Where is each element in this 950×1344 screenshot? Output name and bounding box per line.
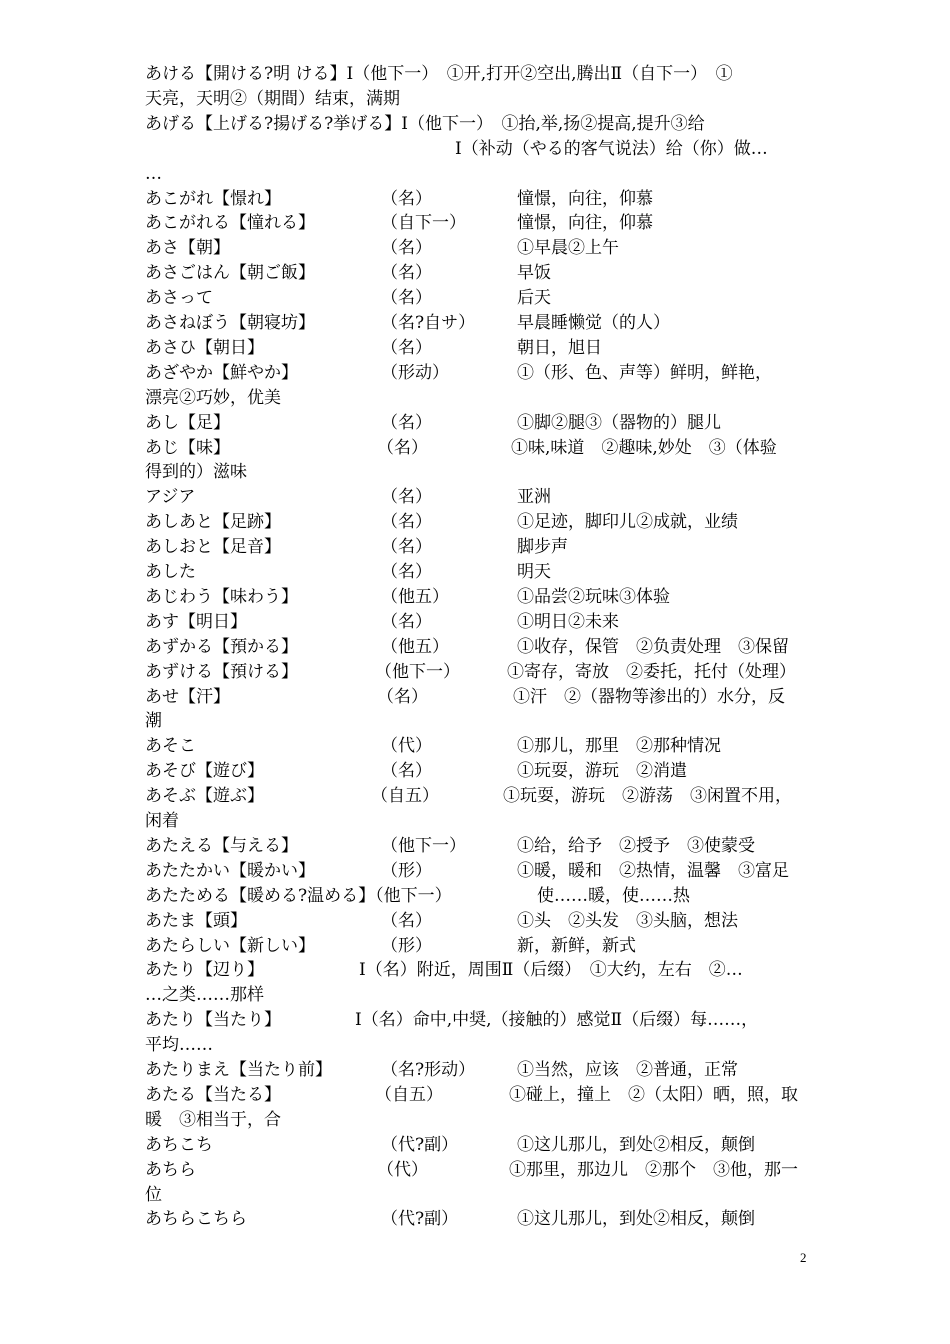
entry-text: あたりまえ【当たり前】 bbox=[145, 1060, 332, 1080]
entry-text: あざやか【鮮やか】 bbox=[145, 362, 298, 383]
entry-column-text: （他五） bbox=[381, 586, 449, 607]
entry-column-text: 早晨睡懒觉（的人） bbox=[517, 313, 670, 333]
entry-column-text: 朝日，旭日 bbox=[517, 337, 602, 358]
entry-column-text: ①足迹，脚印儿②成就，业绩 bbox=[517, 512, 738, 533]
entry-text: あじ【味】 bbox=[145, 437, 230, 458]
entry-text: 天亮，天明②（期間）结束，满期 bbox=[145, 88, 400, 109]
entry-column-text: （形） bbox=[381, 860, 432, 881]
entry-column-text: （形） bbox=[381, 935, 432, 956]
entry-column-text: （名?自サ） bbox=[381, 313, 476, 333]
entry-text: あたためる【暖める?温める】（他下一） bbox=[145, 885, 452, 906]
entry-text: あし【足】 bbox=[145, 412, 230, 433]
entry-column-text: （他下一） bbox=[375, 661, 460, 682]
entry-text: あそぶ【遊ぶ】 bbox=[145, 786, 264, 807]
entry-text: あしあと【足跡】 bbox=[145, 512, 281, 533]
entry-text: あせ【汗】 bbox=[145, 686, 230, 707]
entry-column-text: 亚洲 bbox=[517, 487, 551, 508]
entry-column-text: ①汗 ②（器物等渗出的）水分，反 bbox=[513, 686, 785, 707]
entry-text: 平均…… bbox=[145, 1035, 213, 1056]
entry-column-text: （自下一） bbox=[381, 213, 466, 234]
entry-column-text: ①当然，应该 ②普通，正常 bbox=[517, 1060, 738, 1080]
entry-text: … bbox=[145, 163, 162, 184]
entry-text: あたたかい【暖かい】 bbox=[145, 860, 315, 881]
entry-column-text: （代） bbox=[381, 736, 432, 757]
entry-column-text: ①暖，暖和 ②热情，温馨 ③富足 bbox=[517, 860, 789, 881]
entry-column-text: ①玩耍，游玩 ②游荡 ③闲置不用， bbox=[503, 786, 792, 807]
entry-column-text: （名） bbox=[381, 512, 432, 533]
entry-column-text: （名） bbox=[381, 238, 432, 259]
entry-column-text: （代?副） bbox=[381, 1209, 459, 1230]
entry-column-text: ①这儿那儿，到处②相反，颠倒 bbox=[517, 1134, 755, 1155]
entry-text: あずかる【預かる】 bbox=[145, 636, 298, 657]
entry-column-text: （名） bbox=[381, 288, 432, 309]
entry-column-text: （他下一） bbox=[381, 835, 466, 856]
entry-text: あずける【預ける】 bbox=[145, 661, 298, 682]
entry-column-text: ①寄存，寄放 ②委托，托付（处理） bbox=[507, 661, 796, 682]
entry-column-text: ①这儿那儿，到处②相反，颠倒 bbox=[517, 1209, 755, 1230]
entry-text: あさって bbox=[145, 288, 213, 309]
entry-column-text: 新，新鲜，新式 bbox=[517, 935, 636, 956]
entry-column-text: ①味,味道 ②趣味,妙处 ③（体验 bbox=[511, 437, 777, 458]
entry-column-text: 憧憬，向往，仰慕 bbox=[517, 213, 653, 234]
entry-text: あそこ bbox=[145, 736, 196, 757]
entry-column-text: ①明日②未来 bbox=[517, 611, 619, 632]
entry-column-text: （名?形动） bbox=[381, 1060, 476, 1080]
entry-text: Ⅰ（补动（やる的客气说法）给（你）做… bbox=[455, 138, 768, 159]
entry-column-text: （名） bbox=[381, 910, 432, 931]
entry-column-text: ①收存，保管 ②负责处理 ③保留 bbox=[517, 636, 789, 657]
entry-text: あそび【遊び】 bbox=[145, 761, 264, 782]
entry-column-text: Ⅰ（名）命中,中奨,（接触的）感觉Ⅱ（后缀）每……， bbox=[355, 1010, 759, 1031]
entry-text: あさねぼう【朝寝坊】 bbox=[145, 313, 315, 333]
entry-text: あさごはん【朝ご飯】 bbox=[145, 263, 315, 284]
entry-column-text: ①（形、色、声等）鲜明，鲜艳， bbox=[517, 362, 772, 383]
entry-column-text: ①脚②腿③（器物的）腿儿 bbox=[517, 412, 721, 433]
entry-column-text: （他五） bbox=[381, 636, 449, 657]
entry-text: あたり【辺り】 bbox=[145, 960, 264, 981]
entry-column-text: ①玩耍，游玩 ②消遣 bbox=[517, 761, 687, 782]
entry-text: あじわう【味わう】 bbox=[145, 586, 298, 607]
entry-column-text: （名） bbox=[381, 537, 432, 558]
entry-column-text: （代） bbox=[377, 1159, 428, 1180]
entry-column-text: （代?副） bbox=[381, 1134, 459, 1155]
entry-text: 潮 bbox=[145, 711, 162, 732]
entry-text: あこがれ【憬れ】 bbox=[145, 188, 281, 209]
entry-column-text: （名） bbox=[381, 487, 432, 508]
entry-text: 漂亮②巧妙，优美 bbox=[145, 387, 281, 408]
entry-column-text: ①碰上，撞上 ②（太阳）晒，照，取 bbox=[509, 1084, 798, 1105]
entry-text: 暖 ③相当于，合 bbox=[145, 1109, 281, 1130]
entry-text: あたらしい【新しい】 bbox=[145, 935, 315, 956]
entry-text: あちこち bbox=[145, 1134, 213, 1155]
entry-text: あちらこちら bbox=[145, 1209, 247, 1230]
entry-column-text: （名） bbox=[377, 437, 428, 458]
entry-column-text: 脚步声 bbox=[517, 537, 568, 558]
entry-text: あたま【頭】 bbox=[145, 910, 247, 931]
entry-column-text: （名） bbox=[381, 761, 432, 782]
entry-text: アジア bbox=[145, 487, 196, 508]
entry-column-text: 使……暖，使……热 bbox=[537, 885, 690, 906]
entry-text: 位 bbox=[145, 1184, 162, 1205]
entry-text: …之类……那样 bbox=[145, 985, 264, 1006]
entry-column-text: （名） bbox=[381, 263, 432, 284]
entry-column-text: 明天 bbox=[517, 562, 551, 582]
entry-text: 得到的）滋味 bbox=[145, 462, 247, 483]
entry-text: あたり【当たり】 bbox=[145, 1010, 281, 1031]
entry-column-text: （自五） bbox=[371, 786, 439, 807]
entry-column-text: ①品尝②玩味③体验 bbox=[517, 586, 670, 607]
entry-text: あこがれる【憧れる】 bbox=[145, 213, 315, 234]
entry-text: 闲着 bbox=[145, 811, 179, 831]
entry-text: あげる【上げる?揚げる?挙げる】Ⅰ（他下一） ①抬,举,扬②提高,提升③给 bbox=[145, 113, 705, 134]
entry-column-text: （名） bbox=[381, 337, 432, 358]
entry-text: あした bbox=[145, 562, 196, 582]
entry-text: あしおと【足音】 bbox=[145, 537, 281, 558]
entry-column-text: （名） bbox=[381, 412, 432, 433]
entry-text: あたえる【与える】 bbox=[145, 835, 298, 856]
entry-column-text: （名） bbox=[381, 562, 432, 582]
entry-text: あす【明日】 bbox=[145, 611, 247, 632]
entry-text: あさ【朝】 bbox=[145, 238, 230, 259]
entry-column-text: （名） bbox=[381, 188, 432, 209]
entry-column-text: （形动） bbox=[381, 362, 449, 383]
entry-column-text: 早饭 bbox=[517, 263, 551, 284]
entry-column-text: Ⅰ（名）附近，周围Ⅱ（后缀） ①大约，左右 ②… bbox=[359, 960, 743, 981]
entry-text: あける【開ける?明 ける】Ⅰ（他下一） ①开,打开②空出,腾出Ⅱ（自下一） ① bbox=[145, 64, 733, 84]
entry-column-text: （名） bbox=[377, 686, 428, 707]
entry-column-text: ①给，给予 ②授予 ③使蒙受 bbox=[517, 835, 755, 856]
entry-text: あたる【当たる】 bbox=[145, 1084, 281, 1105]
entry-column-text: ①那儿，那里 ②那种情况 bbox=[517, 736, 721, 757]
entry-column-text: ①头 ②头发 ③头脑，想法 bbox=[517, 910, 738, 931]
entry-column-text: 后天 bbox=[517, 288, 551, 309]
entry-column-text: （名） bbox=[381, 611, 432, 632]
entry-text: あさひ【朝日】 bbox=[145, 337, 264, 358]
entry-column-text: （自五） bbox=[375, 1084, 443, 1105]
entry-column-text: ①早晨②上午 bbox=[517, 238, 619, 259]
page-number: 2 bbox=[800, 1250, 807, 1265]
entry-column-text: 憧憬，向往，仰慕 bbox=[517, 188, 653, 209]
entry-text: あちら bbox=[145, 1159, 196, 1180]
entry-column-text: ①那里，那边儿 ②那个 ③他，那一 bbox=[509, 1159, 798, 1180]
